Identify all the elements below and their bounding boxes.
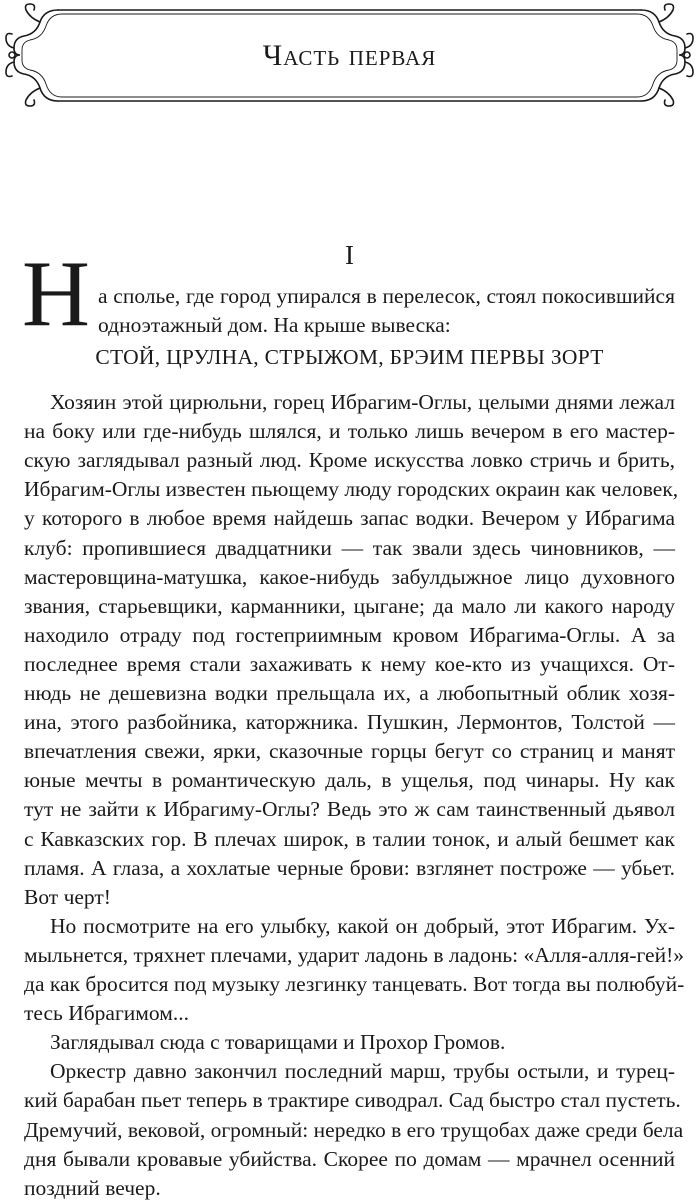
body-line: клуб: пропившиеся двадцатники — так звали здесь чиновников, — (24, 535, 675, 560)
body-line: Вот черт! (24, 884, 111, 909)
opening-line: одноэтажный дом. На крыше вывеска: (98, 313, 451, 337)
body-line: поздний вечер. (24, 1175, 161, 1200)
body-line: звания, старьевщики, карманники, цыгане; да мало ли какого народу (24, 593, 675, 618)
body-line: пламя. А глаза, а хохлатые черные брови: взглянет построже — убьет. (24, 855, 675, 880)
body-line: у которого в любое время найдешь запас водки. Вечером у Ибрагима (24, 506, 675, 531)
body-line: дня бывали кровавые убийства. Скорее по домам — мрачнел осенний (24, 1146, 675, 1171)
body-line: впечатления свежи, ярки, сказочные горцы бегут со страниц и манят (24, 739, 675, 764)
body-line: Хозяин этой цирюльни, горец Ибрагим-Оглы, целыми днями лежал (50, 390, 675, 414)
body-line: кий барабан пьет теперь в трактире сиводрал. Сад быстро стал пустеть. (24, 1088, 681, 1113)
body-line: находило отраду под гостеприимным кровом Ибрагима-Оглы. А за (24, 622, 675, 647)
body-line: Заглядывал сюда с товарищами и Прохор Громов. (50, 1030, 506, 1055)
body-line: тесь Ибрагимом... (24, 1001, 189, 1026)
body-line: юные мечты в романтическую даль, в ущелья, под чинары. Ну как (24, 768, 675, 793)
body-line: нюдь не дешевизна водки прельщала их, а любопытный облик хозя- (24, 681, 675, 705)
body-line: ина, этого разбойника, каторжника. Пушкин, Лермонтов, Толстой — (24, 710, 675, 735)
body-line: Дремучий, вековой, огромный: нередко в его трущобах даже среди бела (24, 1117, 684, 1142)
body-line: да как бросится под музыку лезгинку танцевать. Вот тогда вы полюбуй- (24, 972, 685, 996)
body-line: скую заглядывал разный люд. Кроме искусства ловко стричь и брить, (24, 448, 675, 473)
drop-cap: Н (22, 242, 90, 346)
body-line: последнее время стали захаживать к нему кое-кто из учащихся. От- (24, 651, 675, 676)
body-line: Но посмотрите на его улыбку, какой он добрый, этот Ибрагим. Ух- (50, 913, 675, 938)
body-line: Оркестр давно закончил последний марш, трубы остыли, и турец- (50, 1059, 675, 1084)
body-line: Ибрагим-Оглы известен пьющему люду городских окраин как человек, (24, 477, 679, 502)
body-line: с Кавказских гор. В плечах широк, в талии тонок, и алый бешмет как (24, 826, 675, 851)
body-line: на боку или где-нибудь шлялся, и только лишь вечером в его мастер- (24, 419, 675, 444)
opening-line: а сполье, где город упирался в перелесок, стоял покосившийся (98, 284, 675, 308)
part-title: Часть первая (262, 39, 437, 72)
body-line: мастеровщина-матушка, какое-нибудь забулдыжное лицо духовного (24, 564, 675, 589)
body-line: мыльнется, тряхнет плечами, ударит ладонь в ладонь: «Алля-алля-гей!» (24, 942, 685, 967)
body-line: тут не зайти к Ибрагиму-Оглы? Ведь это ж сам таинственный дьявол (24, 797, 675, 822)
chapter-number: I (345, 240, 354, 270)
shop-sign-text: СТОЙ, ЦРУЛНА, СТРЫЖОМ, БРЭИМ ПЕРВЫ ЗОРТ (95, 345, 604, 369)
